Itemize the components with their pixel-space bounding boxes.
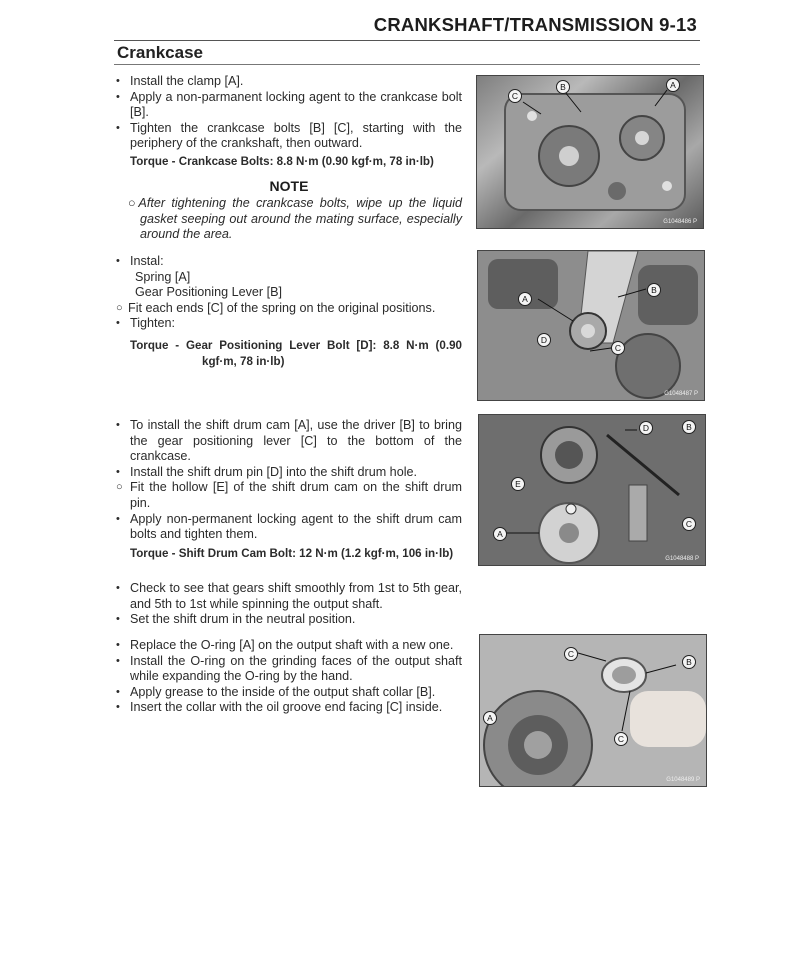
block-shift-drum-cam xyxy=(116,418,462,561)
page-header-title: CRANKSHAFT/TRANSMISSION 9-13 xyxy=(373,14,697,35)
callout-a: A xyxy=(483,711,497,725)
list-item: • Insert the collar with the oil groove end facing [C] inside. xyxy=(116,700,443,715)
callout-b: B xyxy=(556,80,570,94)
list-item: • Tighten the crankcase bolts [B] [C], starting with the periphery of the crankshaft, then outward. xyxy=(116,120,462,151)
callout-c: C xyxy=(614,732,628,746)
callout-a: A xyxy=(666,78,680,92)
callout-b: B xyxy=(682,420,696,434)
block-output-shaft xyxy=(116,638,462,716)
list-item: ○ Fit each ends [C] of the spring on the original positions. xyxy=(116,300,436,315)
list-item: • Tighten: xyxy=(116,316,176,331)
list-item: • To install the shift drum cam [A], use the driver [B] to bring the gear positioning lever [C] to the bottom of the crankcase. xyxy=(116,418,462,464)
list-item: • Apply grease to the inside of the output shaft collar [B]. xyxy=(116,684,436,699)
list-item: • Instal: xyxy=(116,254,164,268)
list-item: ○ Fit the hollow [E] of the shift drum cam on the shift drum pin. xyxy=(116,480,462,510)
block-gear-positioning xyxy=(116,254,462,369)
block-crankcase-bolts xyxy=(116,74,462,243)
header-rule xyxy=(114,40,700,41)
block-gear-check xyxy=(116,581,462,628)
list-item: • Install the O-ring on the grinding faces of the output shaft while expanding the O-ring by the hand. xyxy=(116,653,462,684)
callout-d: D xyxy=(537,333,551,347)
torque-spec: Torque - Crankcase Bolts: 8.8 N·m (0.90 kgf·m, 78 in·lb) xyxy=(130,154,434,168)
figure-id: G1048486 P xyxy=(663,219,697,225)
list-subitem: Gear Positioning Lever [B] xyxy=(135,285,283,300)
figure-gear-positioning-lever xyxy=(477,250,705,401)
list-item: • Install the clamp [A]. xyxy=(116,74,244,88)
list-item: • Apply non-permanent locking agent to the shift drum cam bolts and tighten them. xyxy=(116,511,462,542)
list-item: • Set the shift drum in the neutral position. xyxy=(116,612,356,627)
output-shaft-illustration xyxy=(480,635,706,786)
callout-a: A xyxy=(518,292,532,306)
callout-a: A xyxy=(493,527,507,541)
callout-d: D xyxy=(639,421,653,435)
list-item: • Check to see that gears shift smoothly from 1st to 5th gear, and 5th to 1st while spinning the output shaft. xyxy=(116,581,462,611)
list-item: • Replace the O-ring [A] on the output shaft with a new one. xyxy=(116,638,454,652)
shift-drum-illustration xyxy=(479,415,705,565)
list-item: • Apply a non-parmanent locking agent to the crankcase bolt [B]. xyxy=(116,89,462,120)
torque-spec: Torque - Shift Drum Cam Bolt: 12 N·m (1.2 kgf·m, 106 in·lb) xyxy=(130,546,454,560)
figure-crankcase xyxy=(476,75,704,229)
callout-c: C xyxy=(564,647,578,661)
callout-b: B xyxy=(682,655,696,669)
section-title: Crankcase xyxy=(117,43,204,62)
gear-lever-illustration xyxy=(478,251,704,400)
figure-id: G1048487 P xyxy=(664,391,698,397)
figure-output-shaft-collar xyxy=(479,634,707,787)
callout-e: E xyxy=(511,477,525,491)
list-item: • Install the shift drum pin [D] into the shift drum hole. xyxy=(116,464,417,479)
figure-id: G1048488 P xyxy=(665,556,699,562)
list-subitem: Spring [A] xyxy=(135,269,191,284)
torque-spec: Torque - Gear Positioning Lever Bolt [D]: 8.8 N·m (0.90 kgf·m, 78 in·lb) xyxy=(130,338,462,368)
figure-id: G1048489 P xyxy=(666,777,700,783)
note-heading: NOTE xyxy=(269,177,309,194)
callout-c: C xyxy=(682,517,696,531)
figure-shift-drum-cam xyxy=(478,414,706,566)
section-rule xyxy=(114,64,700,65)
note-text: ○After tightening the crankcase bolts, wipe up the liquid gasket seeping out around the mating surface, especially around the area. xyxy=(128,196,462,242)
callout-c: C xyxy=(611,341,625,355)
callout-b: B xyxy=(647,283,661,297)
callout-c: C xyxy=(508,89,522,103)
